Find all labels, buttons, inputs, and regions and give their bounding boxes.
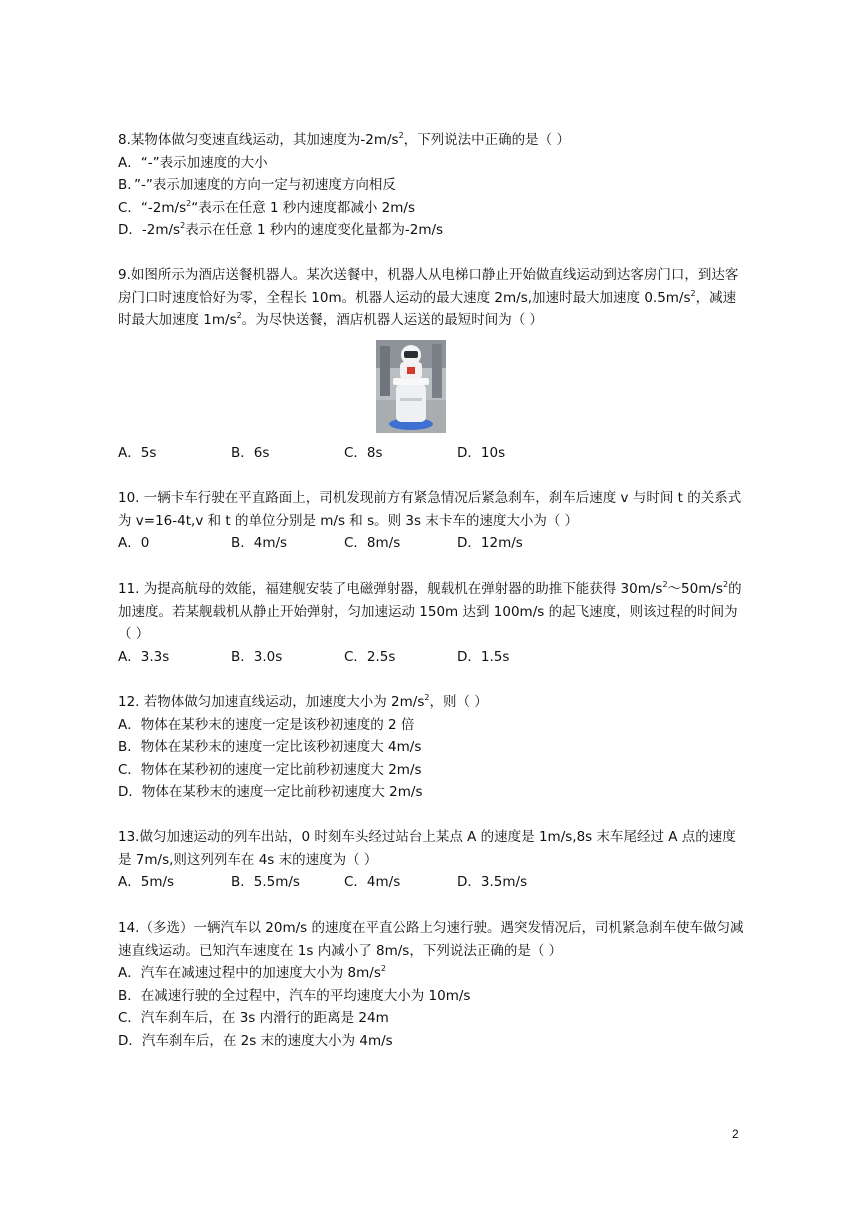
q13-stem: 13.做匀加速运动的列车出站，0 时刻车头经过站台上某点 A 的速度是 1m/s,8s 末车尾经过 A 点的速度是 7m/s,则这列列车在 4s 末的速度为（ ）	[118, 829, 736, 868]
q8-option-c: C．“$-2m/s^2“$表示在任意 1 秒内速度都减小 2m/s	[118, 198, 415, 216]
q13-option-d: D．3.5m/s	[457, 874, 528, 890]
q14-option-a: A．汽车在减速过程中的加速度大小为 $8m/s^2$	[118, 964, 386, 981]
q11-options	[118, 646, 746, 669]
q9-option-a: A．5s	[118, 445, 157, 461]
q12-option-c: C．物体在某秒初的速度一定比前秒初速度大 2m/s	[118, 761, 422, 778]
q14-option-b: B．在减速行驶的全过程中，汽车的平均速度大小为 10m/s	[118, 987, 471, 1004]
q13-option-b: B．5.5m/s	[231, 874, 300, 890]
question-8	[118, 129, 746, 242]
q10-option-c: C．8m/s	[344, 535, 401, 551]
q9-option-b: B．6s	[231, 445, 270, 461]
q14-option-c: C．汽车刹车后，在 3s 内滑行的距离是 24m	[118, 1010, 389, 1026]
q13-options	[118, 871, 746, 894]
restaurant-robot-image	[376, 340, 446, 433]
q9-option-c: C．8s	[344, 445, 383, 461]
question-9	[118, 264, 746, 332]
q9-option-d: D．10s	[457, 445, 506, 461]
q10-option-a: A．0	[118, 535, 150, 551]
q8-stem: 8.某物体做匀变速直线运动，其加速度为$-2m/s^2$，下列说法中正确的是（ ）	[118, 131, 570, 148]
q8-option-b: B．”-”表示加速度的方向一定与初速度方向相反	[118, 177, 396, 193]
q9-options	[118, 442, 746, 465]
q11-option-d: D．1.5s	[457, 648, 510, 665]
q13-option-a: A．5m/s	[118, 874, 175, 890]
question-10	[118, 487, 746, 555]
q9-stem: 9.如图所示为酒店送餐机器人。某次送餐中，机器人从电梯口静止开始做直线运动到达客房门口，到达客房门口时速度恰好为零，全程长 10m。机器人运动的最大速度 2m/s,加速时最大加速度 $0.5m/s^2$，减速时最大加速度 $1m/s^2$。为尽快送餐，酒店机器人运送的最短时间为（ ）	[118, 267, 739, 328]
q10-option-d: D．12m/s	[457, 535, 523, 551]
q14-option-d: D．汽车刹车后，在 2s 末的速度大小为 4m/s	[118, 1032, 393, 1049]
q12-stem: 12. 若物体做匀加速直线运动，加速度大小为 $2m/s^2$，则（ ）	[118, 693, 488, 710]
q8-option-a: A．“-”表示加速度的大小	[118, 154, 268, 171]
q14-stem: 14.（多选）一辆汽车以 20m/s 的速度在平直公路上匀速行驶。遇突发情况后，司机紧急刹车使车做匀减速直线运动。已知汽车速度在 1s 内减小了 8m/s，下列说法正确的是（ ）	[118, 920, 744, 959]
question-14	[118, 917, 746, 1052]
page-number: 2	[732, 1127, 739, 1141]
q12-option-a: A．物体在某秒末的速度一定是该秒初速度的 2 倍	[118, 716, 415, 733]
q13-option-c: C．4m/s	[344, 874, 401, 890]
q8-option-d: D．$-2m/s^2$表示在任意 1 秒内的速度变化量都为-2m/s	[118, 221, 444, 238]
q11-option-c: C．2.5s	[344, 648, 396, 665]
q10-options	[118, 532, 746, 555]
q12-option-d: D．物体在某秒末的速度一定比前秒初速度大 2m/s	[118, 784, 423, 800]
question-9-options	[118, 442, 746, 465]
q11-option-b: B．3.0s	[231, 648, 283, 665]
q12-option-b: B．物体在某秒末的速度一定比该秒初速度大 4m/s	[118, 739, 422, 755]
q10-stem: 10. 一辆卡车行驶在平直路面上，司机发现前方有紧急情况后紧急刹车，刹车后速度 v 与时间 t 的关系式为 v=16-4t,v 和 t 的单位分别是 m/s 和 s。则 3s 末卡车的速度大小为（ ）	[118, 490, 742, 529]
q11-stem: 11. 为提高航母的效能，福建舰安装了电磁弹射器，舰载机在弹射器的助推下能获得 $30m/s^2\sim 50m/s^2$的加速度。若某舰载机从静止开始弹射，匀加速运动 150m 达到 100m/s 的起飞速度，则该过程的时间为（ ）	[118, 580, 742, 642]
question-13	[118, 826, 746, 894]
question-12	[118, 691, 746, 804]
q10-option-b: B．4m/s	[231, 535, 288, 551]
q11-option-a: A．3.3s	[118, 648, 170, 665]
question-11	[118, 578, 746, 668]
